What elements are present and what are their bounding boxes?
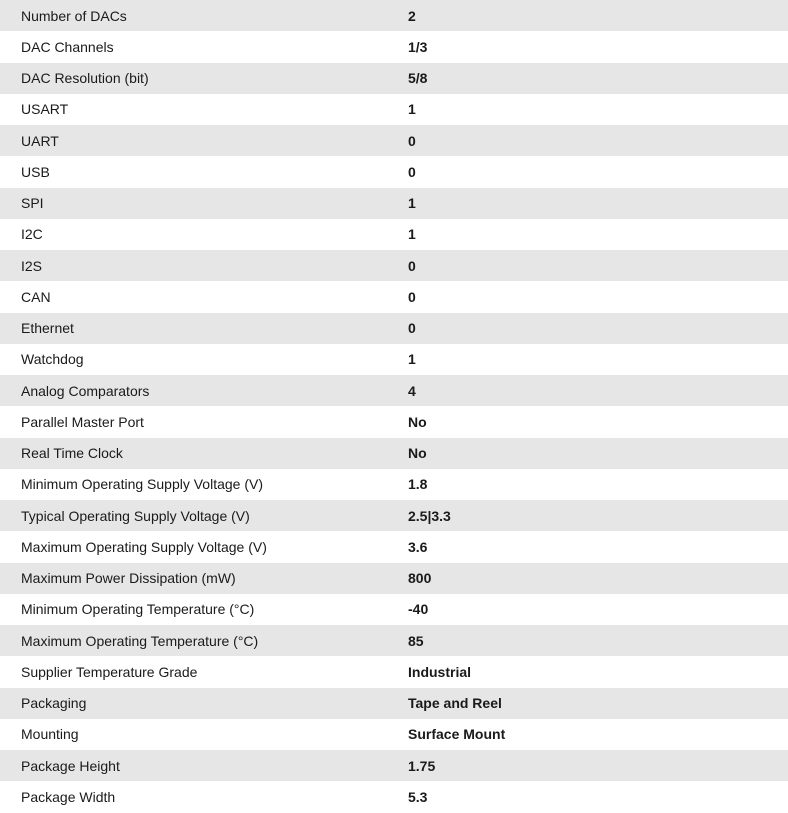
table-row — [0, 406, 788, 437]
spec-label: Analog Comparators — [21, 382, 150, 399]
spec-value: 2.5|3.3 — [408, 507, 451, 524]
table-row — [0, 313, 788, 344]
table-row — [0, 781, 788, 812]
table-row — [0, 219, 788, 250]
spec-label: Maximum Power Dissipation (mW) — [21, 570, 236, 587]
spec-label: Minimum Operating Temperature (°C) — [21, 601, 255, 618]
spec-value: No — [408, 445, 427, 462]
table-row — [0, 156, 788, 187]
spec-value: 4 — [408, 382, 416, 399]
spec-label: Watchdog — [21, 351, 84, 368]
spec-value: 3.6 — [408, 538, 428, 555]
table-row — [0, 531, 788, 562]
spec-label: Real Time Clock — [21, 445, 123, 462]
table-row — [0, 63, 788, 94]
spec-value: 1.8 — [408, 476, 428, 493]
table-row — [0, 719, 788, 750]
spec-value: 0 — [408, 163, 416, 180]
table-row — [0, 188, 788, 219]
table-row — [0, 94, 788, 125]
spec-label: I2C — [21, 226, 43, 243]
spec-label: I2S — [21, 257, 43, 274]
spec-value: 5.3 — [408, 788, 428, 805]
spec-value: 0 — [408, 132, 416, 149]
spec-label: Packaging — [21, 695, 87, 712]
spec-value: 800 — [408, 570, 432, 587]
spec-value: 2 — [408, 7, 416, 24]
spec-value: 5/8 — [408, 70, 428, 87]
spec-label: CAN — [21, 288, 51, 305]
spec-label: Maximum Operating Supply Voltage (V) — [21, 538, 267, 555]
spec-label: Number of DACs — [21, 7, 127, 24]
spec-value: -40 — [408, 601, 429, 618]
spec-label: Package Height — [21, 757, 120, 774]
spec-label: DAC Channels — [21, 38, 114, 55]
spec-value: 0 — [408, 288, 416, 305]
spec-value: 1.75 — [408, 757, 436, 774]
spec-label: Mounting — [21, 726, 79, 743]
spec-label: DAC Resolution (bit) — [21, 70, 149, 87]
spec-value: 1/3 — [408, 38, 428, 55]
spec-value: Tape and Reel — [408, 695, 502, 712]
spec-label: Minimum Operating Supply Voltage (V) — [21, 476, 263, 493]
spec-label: SPI — [21, 195, 44, 212]
table-row — [0, 344, 788, 375]
spec-value: 0 — [408, 257, 416, 274]
spec-value: 0 — [408, 320, 416, 337]
table-row — [0, 125, 788, 156]
spec-label: Supplier Temperature Grade — [21, 663, 198, 680]
spec-value: Surface Mount — [408, 726, 506, 743]
spec-label: Ethernet — [21, 320, 74, 337]
spec-label: Typical Operating Supply Voltage (V) — [21, 507, 250, 524]
spec-value: 1 — [408, 195, 416, 212]
table-row — [0, 0, 788, 31]
spec-value: 85 — [408, 632, 424, 649]
table-row — [0, 469, 788, 500]
table-row — [0, 250, 788, 281]
table-row — [0, 625, 788, 656]
spec-label: Maximum Operating Temperature (°C) — [21, 632, 259, 649]
spec-label: Package Width — [21, 788, 116, 805]
spec-label: UART — [21, 132, 59, 149]
table-row — [0, 750, 788, 781]
spec-label: USB — [21, 163, 50, 180]
spec-label: USART — [21, 101, 69, 118]
table-row — [0, 438, 788, 469]
table-row — [0, 656, 788, 687]
table-row — [0, 31, 788, 62]
spec-value: Industrial — [408, 663, 472, 680]
spec-value: No — [408, 413, 427, 430]
table-row — [0, 563, 788, 594]
table-row — [0, 688, 788, 719]
spec-value: 1 — [408, 101, 416, 118]
table-row — [0, 594, 788, 625]
spec-value: 1 — [408, 226, 416, 243]
table-row — [0, 281, 788, 312]
table-row — [0, 500, 788, 531]
spec-value: 1 — [408, 351, 416, 368]
table-row — [0, 375, 788, 406]
spec-label: Parallel Master Port — [21, 413, 144, 430]
